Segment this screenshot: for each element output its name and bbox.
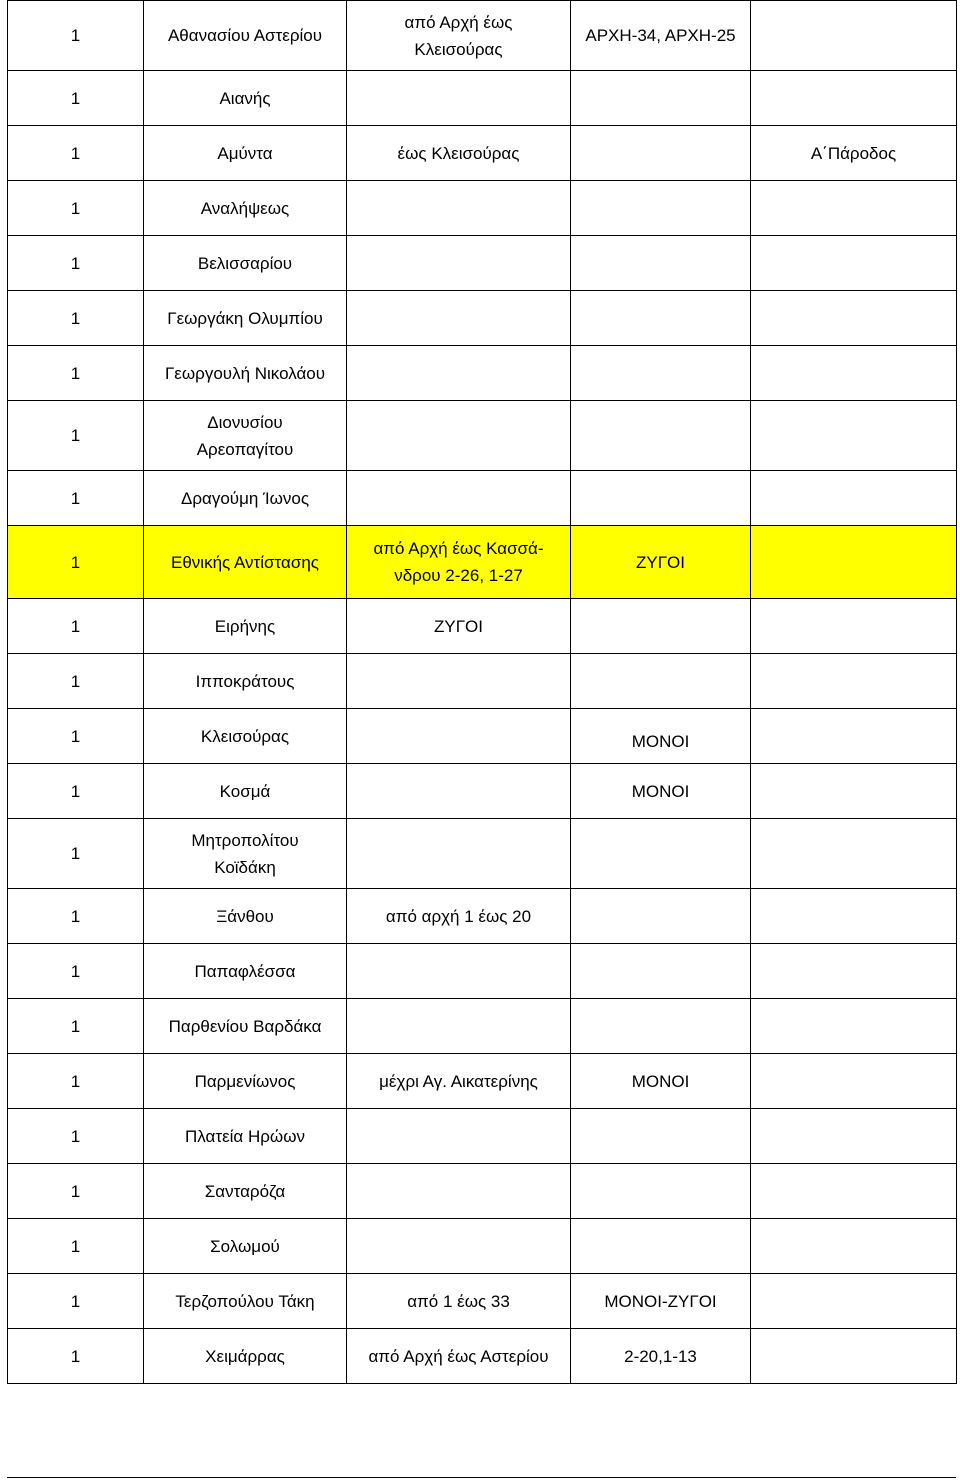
row-number: 1: [8, 944, 144, 999]
row-number: 1: [8, 889, 144, 944]
row-number: 1: [8, 1219, 144, 1274]
street-name: Κοσμά: [144, 764, 347, 819]
street-name: Βελισσαρίου: [144, 236, 347, 291]
street-range: έως Κλεισούρας: [347, 126, 571, 181]
street-range: από αρχή 1 έως 20: [347, 889, 571, 944]
street-side: ΜΟΝΟΙ-ΖΥΓΟΙ: [571, 1274, 751, 1329]
street-range: [347, 819, 571, 889]
street-range: από Αρχή έως Κασσά-νδρου 2-26, 1-27: [347, 526, 571, 599]
street-side: ΑΡΧΗ-34, ΑΡΧΗ-25: [571, 1, 751, 71]
street-note: [751, 71, 957, 126]
row-number: 1: [8, 471, 144, 526]
street-side: ΜΟΝΟΙ: [571, 764, 751, 819]
street-note: [751, 1109, 957, 1164]
street-name: Αθανασίου Αστερίου: [144, 1, 347, 71]
street-range: [347, 291, 571, 346]
street-name: Παπαφλέσσα: [144, 944, 347, 999]
street-side: ΜΟΝΟΙ: [571, 709, 751, 764]
street-note: [751, 889, 957, 944]
street-note: [751, 944, 957, 999]
table-row: [8, 654, 957, 709]
table-row: [8, 181, 957, 236]
street-note: [751, 709, 957, 764]
street-name: Σολωμού: [144, 1219, 347, 1274]
street-range: μέχρι Αγ. Αικατερίνης: [347, 1054, 571, 1109]
table-row: [8, 1, 957, 71]
row-number: 1: [8, 236, 144, 291]
street-side: ΖΥΓΟΙ: [571, 526, 751, 599]
street-name: Μητροπολίτου Κοϊδάκη: [144, 819, 347, 889]
table-row: [8, 889, 957, 944]
street-note: [751, 526, 957, 599]
street-name: Ιπποκράτους: [144, 654, 347, 709]
street-note: [751, 181, 957, 236]
street-note: [751, 1, 957, 71]
table-row: [8, 1109, 957, 1164]
street-range: ΖΥΓΟΙ: [347, 599, 571, 654]
row-number: 1: [8, 654, 144, 709]
row-number: 1: [8, 1164, 144, 1219]
street-side: [571, 71, 751, 126]
table-row: [8, 1274, 957, 1329]
street-range: από 1 έως 33: [347, 1274, 571, 1329]
row-number: 1: [8, 1054, 144, 1109]
street-range: [347, 709, 571, 764]
street-side: 2-20,1-13: [571, 1329, 751, 1384]
row-number: 1: [8, 126, 144, 181]
table-row: [8, 1054, 957, 1109]
street-name: Αναλήψεως: [144, 181, 347, 236]
table-row: [8, 471, 957, 526]
street-range: [347, 944, 571, 999]
street-name: Κλεισούρας: [144, 709, 347, 764]
street-name: Γεωργάκη Ολυμπίου: [144, 291, 347, 346]
table-row: [8, 291, 957, 346]
street-range: [347, 181, 571, 236]
table-row: [8, 401, 957, 471]
row-number: 1: [8, 709, 144, 764]
street-side: [571, 1164, 751, 1219]
table-row: [8, 999, 957, 1054]
street-name: Χειμάρρας: [144, 1329, 347, 1384]
street-range: [347, 71, 571, 126]
street-note: [751, 401, 957, 471]
street-side: [571, 599, 751, 654]
street-note: [751, 346, 957, 401]
table-row-highlighted: [8, 526, 957, 599]
row-number: 1: [8, 346, 144, 401]
row-number: 1: [8, 71, 144, 126]
table-row: [8, 819, 957, 889]
street-range: [347, 1164, 571, 1219]
street-side: [571, 999, 751, 1054]
street-side: [571, 1219, 751, 1274]
street-name: Πλατεία Ηρώων: [144, 1109, 347, 1164]
page-bottom-rule: [7, 1477, 956, 1478]
street-name: Αιανής: [144, 71, 347, 126]
street-side: [571, 819, 751, 889]
street-range: [347, 236, 571, 291]
street-side: [571, 1109, 751, 1164]
street-range: [347, 471, 571, 526]
street-side: [571, 291, 751, 346]
street-range: από Αρχή έως Κλεισούρας: [347, 1, 571, 71]
street-note: [751, 1219, 957, 1274]
row-number: 1: [8, 401, 144, 471]
street-name: Διονυσίου Αρεοπαγίτου: [144, 401, 347, 471]
table-row: [8, 764, 957, 819]
street-range: [347, 401, 571, 471]
row-number: 1: [8, 181, 144, 236]
table-row: [8, 599, 957, 654]
row-number: 1: [8, 764, 144, 819]
street-side: [571, 346, 751, 401]
street-range: [347, 764, 571, 819]
street-note: [751, 291, 957, 346]
street-name: Παρμενίωνος: [144, 1054, 347, 1109]
row-number: 1: [8, 526, 144, 599]
table-row: [8, 1219, 957, 1274]
street-note: Α΄Πάροδος: [751, 126, 957, 181]
street-note: [751, 1329, 957, 1384]
street-name: Ξάνθου: [144, 889, 347, 944]
street-name: Δραγούμη Ίωνος: [144, 471, 347, 526]
street-side: [571, 236, 751, 291]
street-note: [751, 819, 957, 889]
street-side: [571, 181, 751, 236]
street-side: [571, 654, 751, 709]
row-number: 1: [8, 1, 144, 71]
street-name: Ειρήνης: [144, 599, 347, 654]
street-range: [347, 346, 571, 401]
street-range: [347, 999, 571, 1054]
table-row: [8, 944, 957, 999]
street-note: [751, 999, 957, 1054]
table-row: [8, 236, 957, 291]
street-range: από Αρχή έως Αστερίου: [347, 1329, 571, 1384]
row-number: 1: [8, 291, 144, 346]
row-number: 1: [8, 599, 144, 654]
street-side: [571, 944, 751, 999]
street-name: Παρθενίου Βαρδάκα: [144, 999, 347, 1054]
table-row: [8, 126, 957, 181]
street-name: Τερζοπούλου Τάκη: [144, 1274, 347, 1329]
row-number: 1: [8, 1329, 144, 1384]
street-range: [347, 1219, 571, 1274]
street-range: [347, 654, 571, 709]
street-note: [751, 1054, 957, 1109]
table-row: [8, 709, 957, 764]
street-name: Γεωργουλή Νικολάου: [144, 346, 347, 401]
row-number: 1: [8, 1274, 144, 1329]
table-row: [8, 1329, 957, 1384]
row-number: 1: [8, 819, 144, 889]
table-row: [8, 1164, 957, 1219]
table-row: [8, 71, 957, 126]
table-row: [8, 346, 957, 401]
street-side: ΜΟΝΟΙ: [571, 1054, 751, 1109]
street-note: [751, 236, 957, 291]
street-range: [347, 1109, 571, 1164]
street-note: [751, 1274, 957, 1329]
streets-table: [7, 0, 957, 1384]
street-name: Εθνικής Αντίστασης: [144, 526, 347, 599]
street-name: Αμύντα: [144, 126, 347, 181]
street-note: [751, 599, 957, 654]
street-note: [751, 1164, 957, 1219]
street-side: [571, 889, 751, 944]
street-note: [751, 471, 957, 526]
row-number: 1: [8, 1109, 144, 1164]
street-side: [571, 471, 751, 526]
street-note: [751, 654, 957, 709]
street-side: [571, 401, 751, 471]
street-side: [571, 126, 751, 181]
street-note: [751, 764, 957, 819]
street-name: Σανταρόζα: [144, 1164, 347, 1219]
row-number: 1: [8, 999, 144, 1054]
